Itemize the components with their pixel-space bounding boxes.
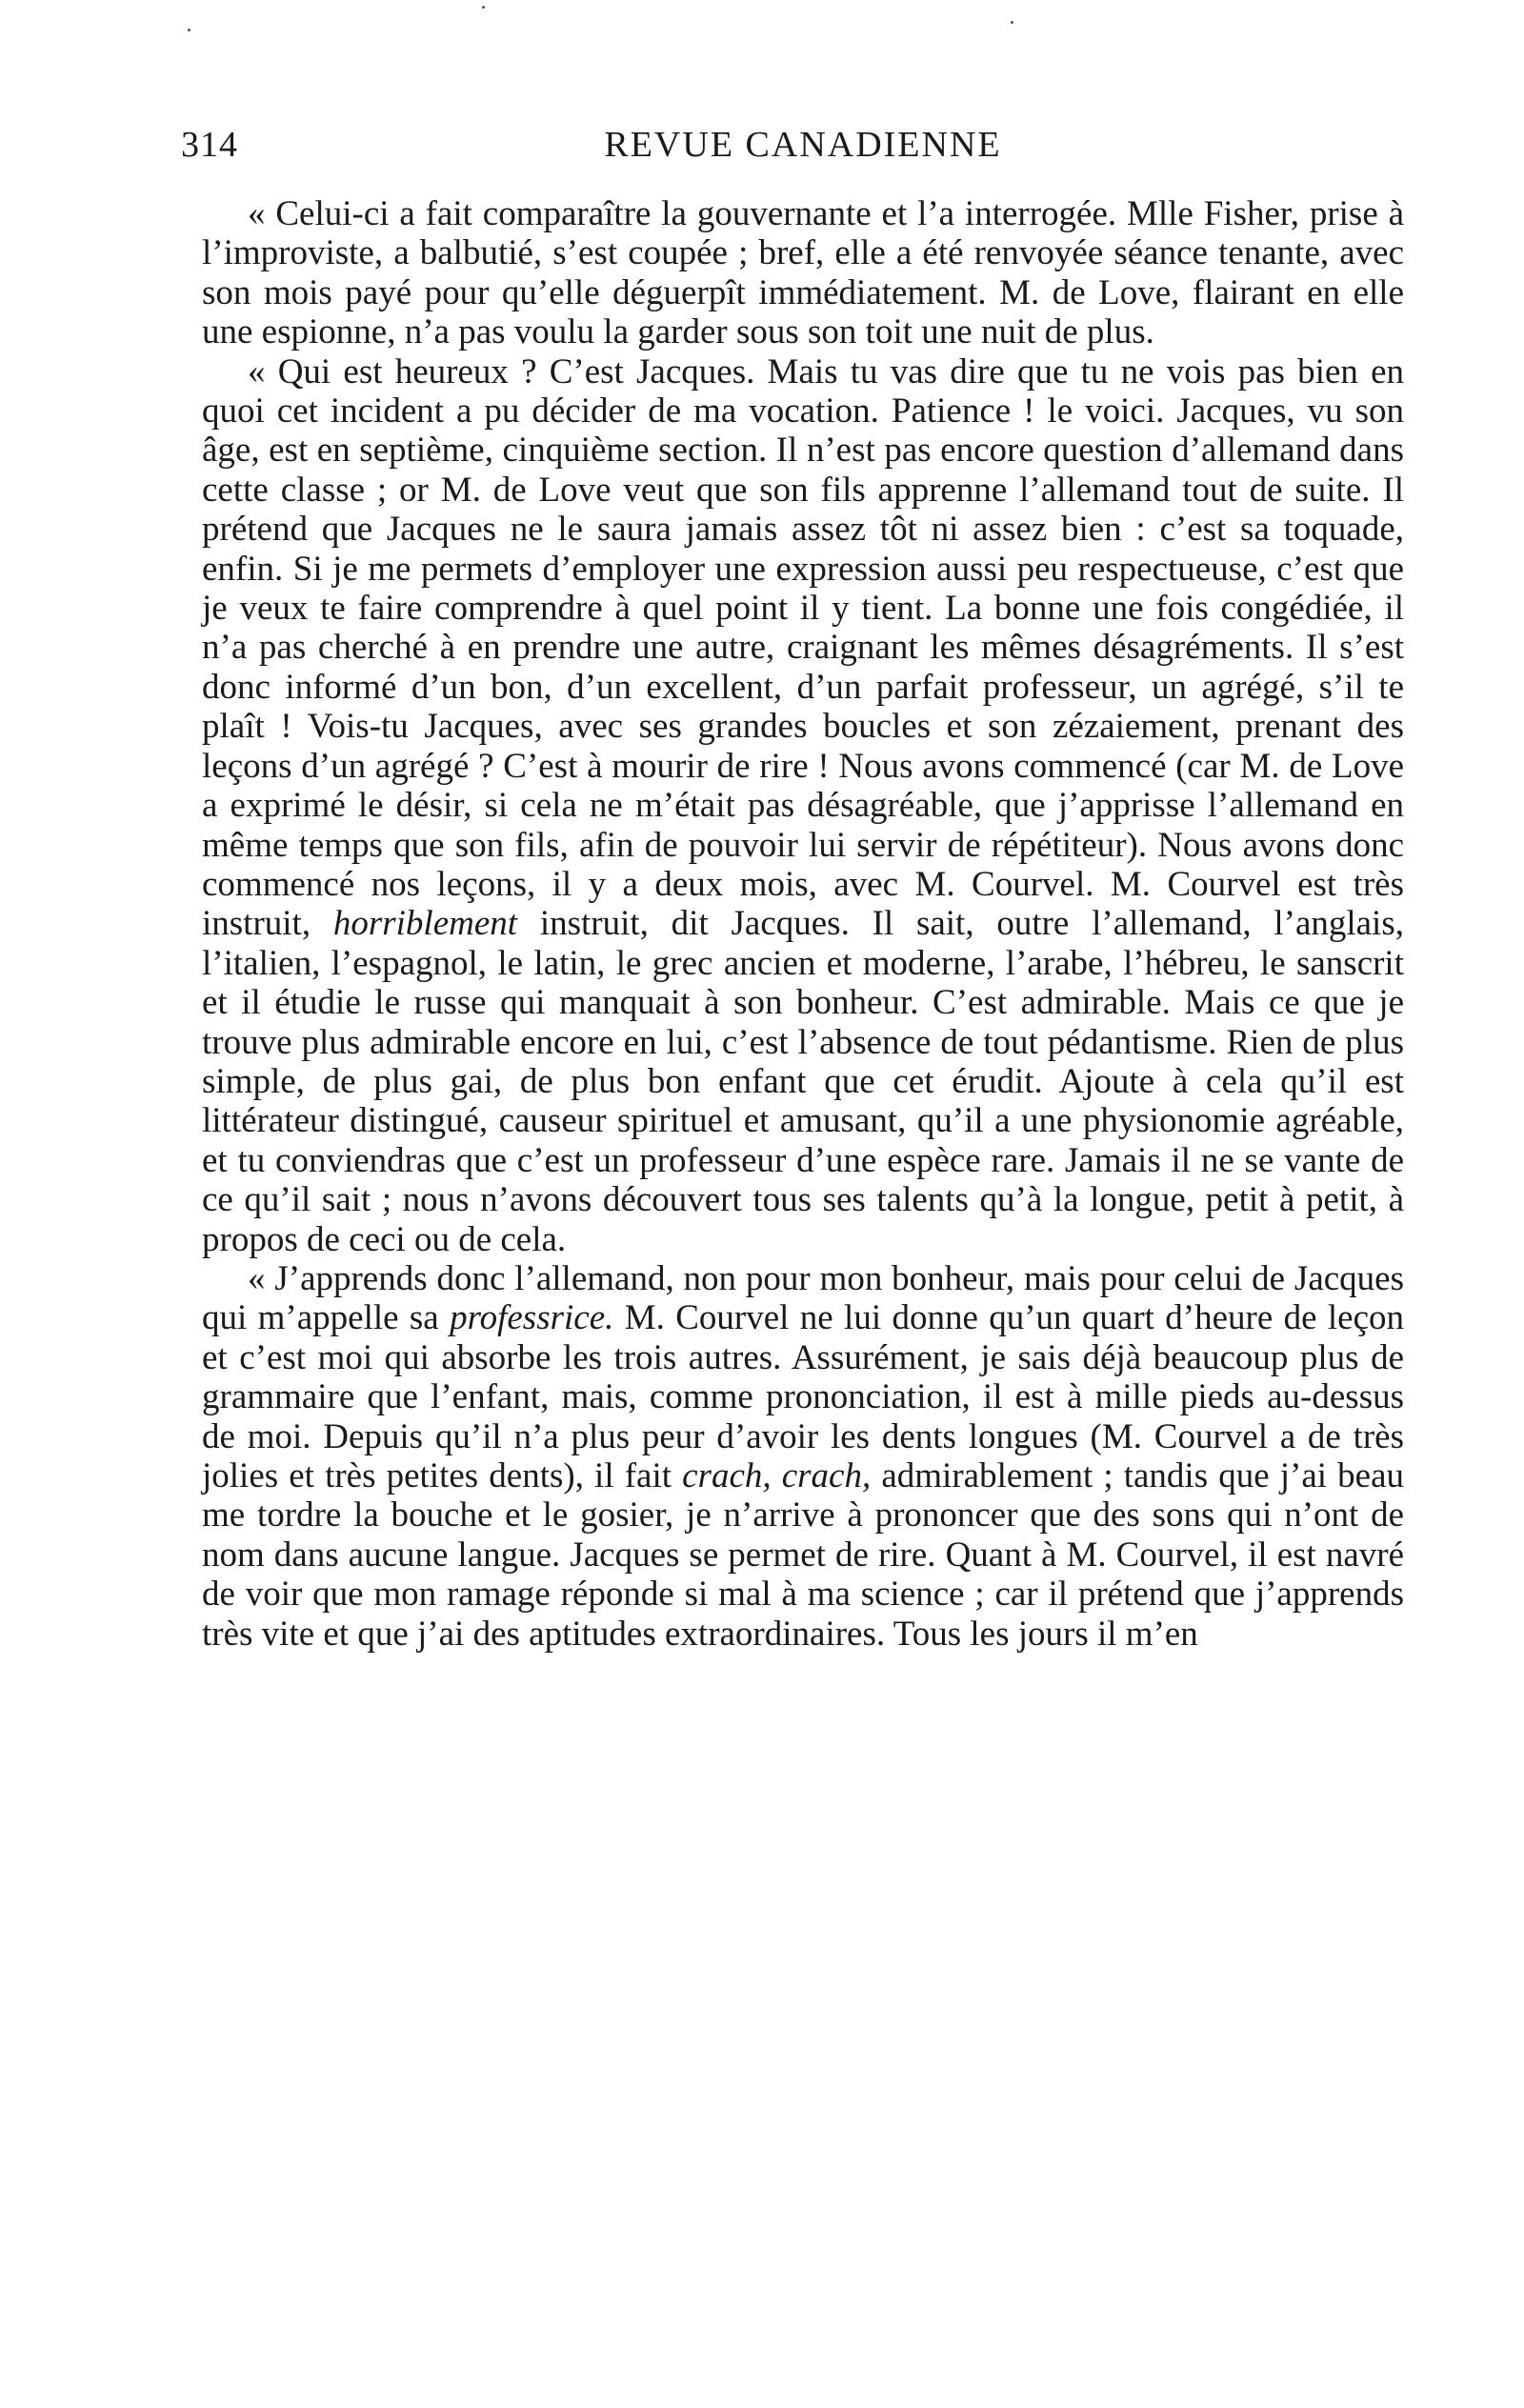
text-run: M. Courvel ne lui donne qu’un quart d’heure de leçon et c’est moi qui absorbe les trois autres. Assurément, je sais déjà beaucoup plus de grammaire que l’enfant, mais, comme prononciation, il est à mille pieds au-dessus de moi. Depuis qu’il n’a plus peur d’avoir les dents longues (M. Courvel a de très jolies et très petites dents), il fait xyxy=(202,1298,1404,1495)
paragraph xyxy=(202,194,1404,352)
page-number: 314 xyxy=(181,125,238,165)
text-run: admirablement ; tandis que j’ai beau me tordre la bouche et le gosier, je n’arrive à prononcer que des sons qui n’ont de nom dans aucune langue. Jacques se permet de rire. Quant à M. Courvel, il est navré de voir que mon ramage réponde si mal à ma science ; car il prétend que j’apprends très vite et que j’ai des aptitudes extraordinaires. Tous les jours il m’en xyxy=(202,1456,1404,1654)
text-run: « J’apprends donc l’allemand, non pour mon bonheur, mais pour celui de Jacques qui m’appelle sa xyxy=(202,1258,1404,1338)
paragraph xyxy=(202,352,1404,1259)
book-page xyxy=(181,124,1404,1654)
italic-text: crach, crach, xyxy=(682,1456,872,1495)
page-header xyxy=(181,124,1404,181)
italic-text: professrice. xyxy=(450,1298,614,1338)
print-speck xyxy=(482,6,485,9)
text-run: « Qui est heureux ? C’est Jacques. Mais tu vas dire que tu ne vois pas bien en quoi cet incident a pu décider de ma vocation. Patience ! le voici. Jacques, vu son âge, est en septième, cinquième section. Il n’est pas encore question d’allemand dans cette classe ; or M. de Love veut que son fils apprenne l’allemand tout de suite. Il prétend que Jacques ne le saura jamais assez tôt ni assez bien : c’est sa toquade, enfin. Si je me permets d’employer une expression aussi peu respectueuse, c’est que je veux te faire comprendre à quel point il y tient. La bonne une fois congédiée, il n’a pas cherché à en prendre une autre, craignant les mêmes désagréments. Il s’est donc informé d’un bon, d’un excellent, d’un parfait professeur, un agrégé, s’il te plaît ! Vois-tu Jacques, avec ses grandes boucles et son zézaiement, prenant des leçons d’un agrégé ? C’est à mourir de rire ! Nous avons commencé (car M. de Love a exprimé le désir, si cela ne m’était pas désagréable, que j’apprisse l’allemand en même temps que son fils, afin de pouvoir lui servir de répétiteur). Nous avons donc commencé nos leçons, il y a deux mois, avec M. Courvel. M. Courvel est très instruit, xyxy=(202,351,1404,944)
italic-text: horriblement xyxy=(332,904,518,944)
paragraph xyxy=(202,1259,1404,1654)
body-text xyxy=(202,194,1404,1654)
text-run: « Celui-ci a fait comparaître la gouvernante et l’a interrogée. Mlle Fisher, prise à l’improviste, a balbutié, s’est coupée ; bref, elle a été renvoyée séance tenante, avec son mois payé pour qu’elle déguerpît immédiatement. M. de Love, flairant en elle une espionne, n’a pas voulu la garder sous son toit une nuit de plus. xyxy=(202,194,1404,352)
print-speck xyxy=(1011,21,1013,24)
print-speck xyxy=(188,29,190,31)
running-title: REVUE CANADIENNE xyxy=(604,125,1002,165)
text-run: instruit, dit Jacques. Il sait, outre l’allemand, l’anglais, l’italien, l’espagnol, le latin, le grec ancien et moderne, l’arabe, l’hébreu, le sanscrit et il étudie le russe qui manquait à son bonheur. C’est admirable. Mais ce que je trouve plus admirable encore en lui, c’est l’absence de tout pédantisme. Rien de plus simple, de plus gai, de plus bon enfant que cet érudit. Ajoute à cela qu’il est littérateur distingué, causeur spirituel et amusant, qu’il a une physionomie agréable, et tu conviendras que c’est un professeur d’une espèce rare. Jamais il ne se vante de ce qu’il sait ; nous n’avons découvert tous ses talents qu’à la longue, petit à petit, à propos de ceci ou de cela. xyxy=(202,904,1404,1259)
